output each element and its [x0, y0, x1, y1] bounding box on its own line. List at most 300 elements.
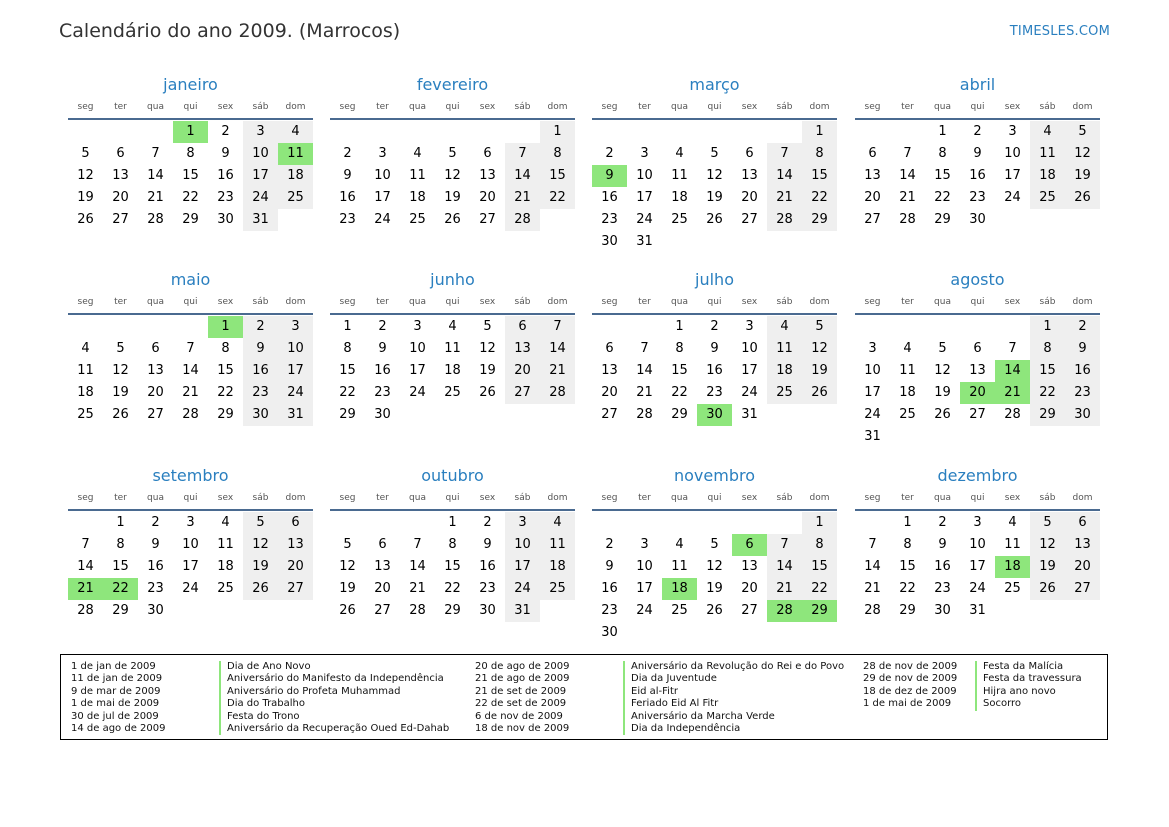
day-cell[interactable]: 17 — [1004, 168, 1021, 183]
day-cell[interactable]: 13 — [147, 363, 164, 378]
day-cell[interactable]: 12 — [479, 341, 496, 356]
day-cell[interactable]: 14 — [182, 363, 199, 378]
day-cell[interactable]: 16 — [601, 190, 618, 205]
day-cell[interactable]: 16 — [969, 168, 986, 183]
day-cell[interactable]: 30 — [934, 603, 951, 618]
day-cell[interactable]: 13 — [864, 168, 881, 183]
day-cell[interactable]: 5 — [116, 341, 125, 356]
day-cell[interactable]: 8 — [802, 534, 837, 556]
day-cell[interactable]: 24 — [741, 385, 758, 400]
day-cell[interactable]: 28 — [899, 212, 916, 227]
day-cell[interactable]: 15 — [802, 165, 837, 187]
day-cell[interactable]: 2 — [938, 515, 947, 530]
day-cell[interactable]: 23 — [706, 385, 723, 400]
day-cell[interactable]: 8 — [1030, 338, 1065, 360]
day-cell[interactable]: 28 — [77, 603, 94, 618]
day-cell[interactable]: 19 — [706, 581, 723, 596]
day-cell[interactable]: 23 — [479, 581, 496, 596]
day-cell[interactable]: 11 — [1004, 537, 1021, 552]
day-cell[interactable]: 7 — [151, 146, 160, 161]
day-cell[interactable]: 6 — [151, 341, 160, 356]
day-cell[interactable]: 21 — [505, 187, 540, 209]
day-cell[interactable]: 18 — [77, 385, 94, 400]
day-cell[interactable]: 9 — [938, 537, 947, 552]
day-cell[interactable]: 18 — [767, 360, 802, 382]
day-cell[interactable]: 15 — [1030, 360, 1065, 382]
day-cell[interactable]: 10 — [409, 341, 426, 356]
day-cell[interactable]: 15 — [217, 363, 234, 378]
day-cell[interactable]: 23 — [601, 212, 618, 227]
holiday-day-cell[interactable]: 20 — [960, 382, 995, 404]
day-cell[interactable]: 24 — [636, 603, 653, 618]
day-cell[interactable]: 15 — [444, 559, 461, 574]
day-cell[interactable]: 12 — [802, 338, 837, 360]
day-cell[interactable]: 21 — [899, 190, 916, 205]
day-cell[interactable]: 11 — [540, 534, 575, 556]
day-cell[interactable]: 24 — [864, 407, 881, 422]
day-cell[interactable]: 29 — [444, 603, 461, 618]
day-cell[interactable]: 3 — [640, 146, 649, 161]
day-cell[interactable]: 24 — [969, 581, 986, 596]
day-cell[interactable]: 16 — [479, 559, 496, 574]
day-cell[interactable]: 9 — [973, 146, 982, 161]
day-cell[interactable]: 16 — [243, 360, 278, 382]
day-cell[interactable]: 27 — [479, 212, 496, 227]
day-cell[interactable]: 13 — [741, 168, 758, 183]
day-cell[interactable]: 1 — [802, 121, 837, 143]
day-cell[interactable]: 6 — [116, 146, 125, 161]
day-cell[interactable]: 3 — [745, 319, 754, 334]
day-cell[interactable]: 7 — [767, 534, 802, 556]
day-cell[interactable]: 9 — [483, 537, 492, 552]
day-cell[interactable]: 13 — [741, 559, 758, 574]
day-cell[interactable]: 4 — [81, 341, 90, 356]
day-cell[interactable]: 29 — [899, 603, 916, 618]
day-cell[interactable]: 23 — [339, 212, 356, 227]
day-cell[interactable]: 4 — [221, 515, 230, 530]
day-cell[interactable]: 23 — [374, 385, 391, 400]
day-cell[interactable]: 3 — [640, 537, 649, 552]
day-cell[interactable]: 26 — [339, 603, 356, 618]
holiday-day-cell[interactable]: 18 — [995, 556, 1030, 578]
day-cell[interactable]: 10 — [278, 338, 313, 360]
holiday-day-cell[interactable]: 1 — [173, 121, 208, 143]
day-cell[interactable]: 18 — [444, 363, 461, 378]
day-cell[interactable]: 1 — [1030, 316, 1065, 338]
day-cell[interactable]: 16 — [217, 168, 234, 183]
day-cell[interactable]: 30 — [243, 404, 278, 426]
day-cell[interactable]: 12 — [243, 534, 278, 556]
day-cell[interactable]: 27 — [1065, 578, 1100, 600]
day-cell[interactable]: 22 — [217, 385, 234, 400]
day-cell[interactable]: 1 — [802, 512, 837, 534]
site-link[interactable]: TIMESLES.COM — [1009, 24, 1110, 39]
day-cell[interactable]: 9 — [605, 559, 614, 574]
day-cell[interactable]: 8 — [186, 146, 195, 161]
day-cell[interactable]: 11 — [217, 537, 234, 552]
day-cell[interactable]: 26 — [1030, 578, 1065, 600]
day-cell[interactable]: 13 — [278, 534, 313, 556]
day-cell[interactable]: 2 — [221, 124, 230, 139]
day-cell[interactable]: 18 — [217, 559, 234, 574]
day-cell[interactable]: 23 — [969, 190, 986, 205]
day-cell[interactable]: 17 — [182, 559, 199, 574]
day-cell[interactable]: 26 — [243, 578, 278, 600]
day-cell[interactable]: 17 — [505, 556, 540, 578]
day-cell[interactable]: 8 — [903, 537, 912, 552]
day-cell[interactable]: 3 — [868, 341, 877, 356]
day-cell[interactable]: 17 — [969, 559, 986, 574]
day-cell[interactable]: 20 — [374, 581, 391, 596]
day-cell[interactable]: 8 — [116, 537, 125, 552]
day-cell[interactable]: 8 — [221, 341, 230, 356]
day-cell[interactable]: 7 — [81, 537, 90, 552]
day-cell[interactable]: 22 — [1030, 382, 1065, 404]
day-cell[interactable]: 2 — [605, 537, 614, 552]
day-cell[interactable]: 23 — [147, 581, 164, 596]
day-cell[interactable]: 25 — [444, 385, 461, 400]
day-cell[interactable]: 4 — [1030, 121, 1065, 143]
day-cell[interactable]: 10 — [374, 168, 391, 183]
day-cell[interactable]: 24 — [636, 212, 653, 227]
day-cell[interactable]: 22 — [802, 187, 837, 209]
day-cell[interactable]: 1 — [938, 124, 947, 139]
day-cell[interactable]: 17 — [409, 363, 426, 378]
holiday-day-cell[interactable]: 30 — [697, 404, 732, 426]
day-cell[interactable]: 17 — [374, 190, 391, 205]
holiday-day-cell[interactable]: 28 — [767, 600, 802, 622]
day-cell[interactable]: 9 — [1065, 338, 1100, 360]
day-cell[interactable]: 3 — [378, 146, 387, 161]
day-cell[interactable]: 17 — [636, 581, 653, 596]
day-cell[interactable]: 8 — [448, 537, 457, 552]
day-cell[interactable]: 6 — [605, 341, 614, 356]
day-cell[interactable]: 22 — [802, 578, 837, 600]
day-cell[interactable]: 5 — [448, 146, 457, 161]
day-cell[interactable]: 15 — [802, 556, 837, 578]
day-cell[interactable]: 26 — [444, 212, 461, 227]
day-cell[interactable]: 6 — [378, 537, 387, 552]
day-cell[interactable]: 11 — [409, 168, 426, 183]
day-cell[interactable]: 27 — [864, 212, 881, 227]
day-cell[interactable]: 12 — [706, 168, 723, 183]
day-cell[interactable]: 31 — [636, 234, 653, 249]
day-cell[interactable]: 14 — [505, 165, 540, 187]
day-cell[interactable]: 14 — [899, 168, 916, 183]
day-cell[interactable]: 23 — [601, 603, 618, 618]
day-cell[interactable]: 22 — [339, 385, 356, 400]
day-cell[interactable]: 25 — [278, 187, 313, 209]
holiday-day-cell[interactable]: 21 — [68, 578, 103, 600]
day-cell[interactable]: 24 — [182, 581, 199, 596]
day-cell[interactable]: 16 — [934, 559, 951, 574]
day-cell[interactable]: 27 — [505, 382, 540, 404]
day-cell[interactable]: 3 — [413, 319, 422, 334]
day-cell[interactable]: 28 — [182, 407, 199, 422]
day-cell[interactable]: 6 — [745, 146, 754, 161]
day-cell[interactable]: 27 — [601, 407, 618, 422]
day-cell[interactable]: 28 — [767, 209, 802, 231]
day-cell[interactable]: 7 — [186, 341, 195, 356]
day-cell[interactable]: 28 — [540, 382, 575, 404]
day-cell[interactable]: 13 — [112, 168, 129, 183]
day-cell[interactable]: 20 — [1065, 556, 1100, 578]
day-cell[interactable]: 11 — [671, 559, 688, 574]
day-cell[interactable]: 5 — [1030, 512, 1065, 534]
day-cell[interactable]: 22 — [899, 581, 916, 596]
day-cell[interactable]: 27 — [741, 212, 758, 227]
day-cell[interactable]: 18 — [409, 190, 426, 205]
day-cell[interactable]: 1 — [675, 319, 684, 334]
day-cell[interactable]: 12 — [112, 363, 129, 378]
day-cell[interactable]: 10 — [243, 143, 278, 165]
day-cell[interactable]: 2 — [483, 515, 492, 530]
day-cell[interactable]: 7 — [868, 537, 877, 552]
day-cell[interactable]: 15 — [671, 363, 688, 378]
day-cell[interactable]: 3 — [973, 515, 982, 530]
holiday-day-cell[interactable]: 18 — [662, 578, 697, 600]
day-cell[interactable]: 11 — [444, 341, 461, 356]
day-cell[interactable]: 19 — [1065, 165, 1100, 187]
day-cell[interactable]: 16 — [374, 363, 391, 378]
day-cell[interactable]: 14 — [636, 363, 653, 378]
day-cell[interactable]: 27 — [741, 603, 758, 618]
day-cell[interactable]: 25 — [77, 407, 94, 422]
day-cell[interactable]: 8 — [802, 143, 837, 165]
day-cell[interactable]: 17 — [278, 360, 313, 382]
day-cell[interactable]: 10 — [505, 534, 540, 556]
day-cell[interactable]: 12 — [1030, 534, 1065, 556]
day-cell[interactable]: 5 — [710, 537, 719, 552]
day-cell[interactable]: 28 — [1004, 407, 1021, 422]
day-cell[interactable]: 19 — [339, 581, 356, 596]
day-cell[interactable]: 27 — [374, 603, 391, 618]
day-cell[interactable]: 19 — [243, 556, 278, 578]
day-cell[interactable]: 31 — [741, 407, 758, 422]
day-cell[interactable]: 26 — [706, 603, 723, 618]
day-cell[interactable]: 25 — [899, 407, 916, 422]
day-cell[interactable]: 21 — [767, 187, 802, 209]
day-cell[interactable]: 23 — [243, 382, 278, 404]
day-cell[interactable]: 19 — [802, 360, 837, 382]
day-cell[interactable]: 5 — [710, 146, 719, 161]
day-cell[interactable]: 2 — [710, 319, 719, 334]
day-cell[interactable]: 7 — [640, 341, 649, 356]
day-cell[interactable]: 2 — [243, 316, 278, 338]
day-cell[interactable]: 30 — [601, 625, 618, 640]
day-cell[interactable]: 11 — [77, 363, 94, 378]
day-cell[interactable]: 17 — [636, 190, 653, 205]
day-cell[interactable]: 12 — [1065, 143, 1100, 165]
day-cell[interactable]: 10 — [182, 537, 199, 552]
day-cell[interactable]: 5 — [81, 146, 90, 161]
day-cell[interactable]: 10 — [636, 168, 653, 183]
day-cell[interactable]: 23 — [1065, 382, 1100, 404]
day-cell[interactable]: 4 — [278, 121, 313, 143]
day-cell[interactable]: 23 — [934, 581, 951, 596]
day-cell[interactable]: 5 — [938, 341, 947, 356]
day-cell[interactable]: 5 — [243, 512, 278, 534]
day-cell[interactable]: 4 — [675, 146, 684, 161]
day-cell[interactable]: 21 — [409, 581, 426, 596]
day-cell[interactable]: 21 — [767, 578, 802, 600]
day-cell[interactable]: 20 — [278, 556, 313, 578]
day-cell[interactable]: 16 — [147, 559, 164, 574]
day-cell[interactable]: 30 — [1065, 404, 1100, 426]
day-cell[interactable]: 13 — [505, 338, 540, 360]
day-cell[interactable]: 30 — [374, 407, 391, 422]
day-cell[interactable]: 6 — [483, 146, 492, 161]
day-cell[interactable]: 6 — [278, 512, 313, 534]
day-cell[interactable]: 29 — [1030, 404, 1065, 426]
day-cell[interactable]: 16 — [706, 363, 723, 378]
day-cell[interactable]: 15 — [182, 168, 199, 183]
day-cell[interactable]: 25 — [671, 603, 688, 618]
day-cell[interactable]: 11 — [767, 338, 802, 360]
day-cell[interactable]: 26 — [479, 385, 496, 400]
day-cell[interactable]: 1 — [540, 121, 575, 143]
day-cell[interactable]: 6 — [973, 341, 982, 356]
day-cell[interactable]: 18 — [1030, 165, 1065, 187]
holiday-day-cell[interactable]: 6 — [732, 534, 767, 556]
day-cell[interactable]: 4 — [413, 146, 422, 161]
day-cell[interactable]: 21 — [147, 190, 164, 205]
day-cell[interactable]: 31 — [505, 600, 540, 622]
day-cell[interactable]: 7 — [505, 143, 540, 165]
day-cell[interactable]: 20 — [505, 360, 540, 382]
day-cell[interactable]: 25 — [540, 578, 575, 600]
day-cell[interactable]: 15 — [339, 363, 356, 378]
day-cell[interactable]: 25 — [217, 581, 234, 596]
day-cell[interactable]: 25 — [1030, 187, 1065, 209]
day-cell[interactable]: 22 — [540, 187, 575, 209]
day-cell[interactable]: 18 — [540, 556, 575, 578]
day-cell[interactable]: 31 — [243, 209, 278, 231]
day-cell[interactable]: 28 — [409, 603, 426, 618]
day-cell[interactable]: 29 — [182, 212, 199, 227]
day-cell[interactable]: 27 — [969, 407, 986, 422]
day-cell[interactable]: 23 — [217, 190, 234, 205]
day-cell[interactable]: 26 — [706, 212, 723, 227]
day-cell[interactable]: 30 — [601, 234, 618, 249]
day-cell[interactable]: 4 — [1008, 515, 1017, 530]
day-cell[interactable]: 27 — [112, 212, 129, 227]
day-cell[interactable]: 30 — [479, 603, 496, 618]
day-cell[interactable]: 15 — [934, 168, 951, 183]
day-cell[interactable]: 21 — [864, 581, 881, 596]
day-cell[interactable]: 15 — [112, 559, 129, 574]
day-cell[interactable]: 18 — [278, 165, 313, 187]
day-cell[interactable]: 1 — [343, 319, 352, 334]
day-cell[interactable]: 5 — [1065, 121, 1100, 143]
day-cell[interactable]: 1 — [903, 515, 912, 530]
day-cell[interactable]: 15 — [899, 559, 916, 574]
day-cell[interactable]: 24 — [374, 212, 391, 227]
day-cell[interactable]: 17 — [741, 363, 758, 378]
day-cell[interactable]: 20 — [601, 385, 618, 400]
day-cell[interactable]: 21 — [182, 385, 199, 400]
day-cell[interactable]: 19 — [112, 385, 129, 400]
day-cell[interactable]: 30 — [147, 603, 164, 618]
day-cell[interactable]: 19 — [479, 363, 496, 378]
day-cell[interactable]: 10 — [1004, 146, 1021, 161]
holiday-day-cell[interactable]: 9 — [592, 165, 627, 187]
day-cell[interactable]: 18 — [899, 385, 916, 400]
holiday-day-cell[interactable]: 14 — [995, 360, 1030, 382]
day-cell[interactable]: 29 — [112, 603, 129, 618]
day-cell[interactable]: 26 — [934, 407, 951, 422]
day-cell[interactable]: 19 — [1030, 556, 1065, 578]
day-cell[interactable]: 28 — [636, 407, 653, 422]
day-cell[interactable]: 2 — [378, 319, 387, 334]
day-cell[interactable]: 4 — [448, 319, 457, 334]
day-cell[interactable]: 19 — [934, 385, 951, 400]
day-cell[interactable]: 2 — [151, 515, 160, 530]
day-cell[interactable]: 13 — [1065, 534, 1100, 556]
day-cell[interactable]: 10 — [741, 341, 758, 356]
day-cell[interactable]: 20 — [741, 190, 758, 205]
day-cell[interactable]: 7 — [1008, 341, 1017, 356]
day-cell[interactable]: 28 — [505, 209, 540, 231]
day-cell[interactable]: 24 — [278, 382, 313, 404]
day-cell[interactable]: 17 — [243, 165, 278, 187]
day-cell[interactable]: 7 — [413, 537, 422, 552]
day-cell[interactable]: 13 — [374, 559, 391, 574]
day-cell[interactable]: 13 — [969, 363, 986, 378]
day-cell[interactable]: 13 — [601, 363, 618, 378]
day-cell[interactable]: 8 — [540, 143, 575, 165]
day-cell[interactable]: 12 — [706, 559, 723, 574]
holiday-day-cell[interactable]: 21 — [995, 382, 1030, 404]
day-cell[interactable]: 7 — [767, 143, 802, 165]
day-cell[interactable]: 13 — [479, 168, 496, 183]
day-cell[interactable]: 28 — [864, 603, 881, 618]
day-cell[interactable]: 24 — [243, 187, 278, 209]
day-cell[interactable]: 26 — [112, 407, 129, 422]
day-cell[interactable]: 5 — [483, 319, 492, 334]
day-cell[interactable]: 29 — [671, 407, 688, 422]
day-cell[interactable]: 9 — [710, 341, 719, 356]
day-cell[interactable]: 10 — [969, 537, 986, 552]
day-cell[interactable]: 1 — [116, 515, 125, 530]
day-cell[interactable]: 27 — [147, 407, 164, 422]
day-cell[interactable]: 6 — [505, 316, 540, 338]
day-cell[interactable]: 26 — [802, 382, 837, 404]
day-cell[interactable]: 2 — [343, 146, 352, 161]
day-cell[interactable]: 22 — [671, 385, 688, 400]
day-cell[interactable]: 30 — [217, 212, 234, 227]
day-cell[interactable]: 16 — [601, 581, 618, 596]
day-cell[interactable]: 14 — [147, 168, 164, 183]
day-cell[interactable]: 11 — [1030, 143, 1065, 165]
holiday-day-cell[interactable]: 22 — [103, 578, 138, 600]
day-cell[interactable]: 20 — [112, 190, 129, 205]
day-cell[interactable]: 29 — [802, 209, 837, 231]
day-cell[interactable]: 3 — [1008, 124, 1017, 139]
day-cell[interactable]: 30 — [969, 212, 986, 227]
day-cell[interactable]: 29 — [339, 407, 356, 422]
day-cell[interactable]: 15 — [540, 165, 575, 187]
day-cell[interactable]: 3 — [505, 512, 540, 534]
day-cell[interactable]: 12 — [339, 559, 356, 574]
day-cell[interactable]: 14 — [540, 338, 575, 360]
day-cell[interactable]: 3 — [186, 515, 195, 530]
day-cell[interactable]: 14 — [767, 165, 802, 187]
day-cell[interactable]: 20 — [479, 190, 496, 205]
day-cell[interactable]: 31 — [278, 404, 313, 426]
day-cell[interactable]: 5 — [802, 316, 837, 338]
day-cell[interactable]: 9 — [243, 338, 278, 360]
